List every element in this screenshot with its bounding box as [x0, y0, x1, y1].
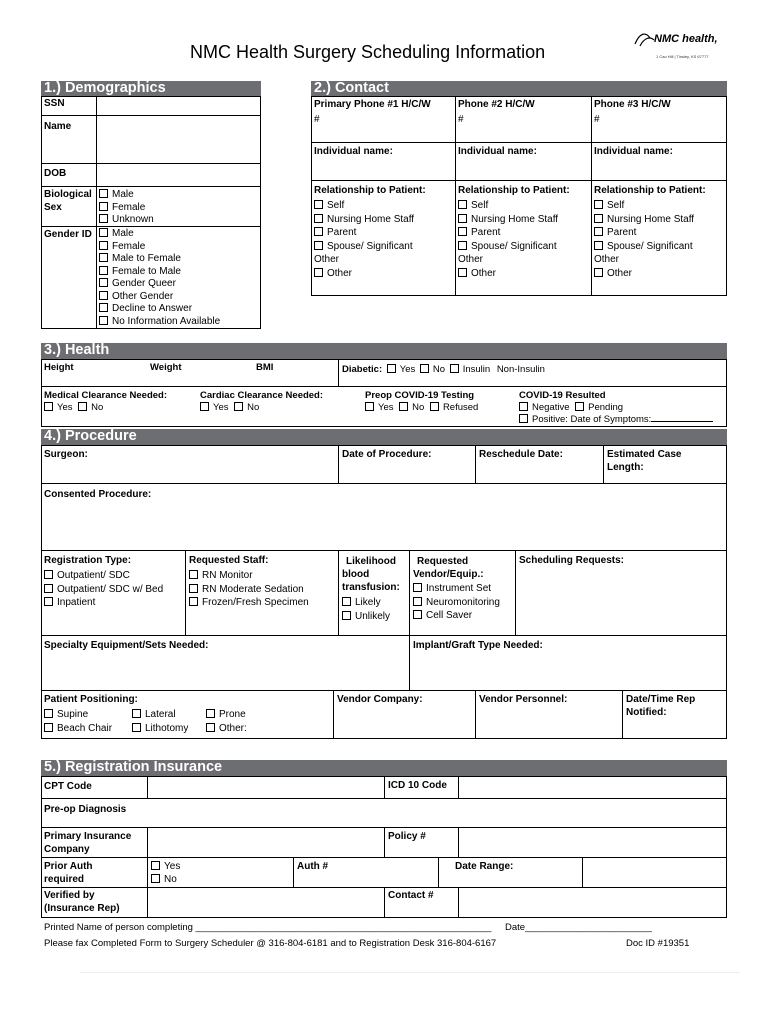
sex-option-female[interactable]: Female — [99, 202, 154, 215]
sex-option-unknown[interactable]: Unknown — [99, 214, 154, 227]
phone2-label: Phone #2 H/C/W — [458, 99, 535, 110]
specialty-label: Specialty Equipment/Sets Needed: — [44, 640, 209, 651]
logo-address: 1 Cao Hill | Tinsley, KS 67777 — [656, 54, 709, 59]
rel-other-text: Other — [314, 254, 340, 266]
rel-option-other[interactable]: Other — [314, 267, 414, 281]
cpt-label: CPT Code — [44, 781, 92, 792]
cardiac-clearance-options: Yes No — [200, 402, 259, 415]
rel-option-nursing[interactable]: Nursing Home Staff — [314, 213, 414, 227]
likelihood-label: Likelihood blood transfusion: — [342, 556, 400, 593]
page-title: NMC Health Surgery Scheduling Information — [190, 42, 546, 62]
gender-option[interactable]: Female — [99, 241, 220, 254]
medical-clearance-label: Medical Clearance Needed: — [44, 390, 168, 401]
indiv2-label: Individual name: — [458, 146, 537, 157]
demographics-header: 1.) Demographics — [41, 81, 261, 97]
rel2-options: Self Nursing Home Staff Parent Spouse/ Significant Other Other — [458, 200, 559, 279]
dob-field[interactable] — [97, 164, 260, 185]
surgeon-label: Surgeon: — [44, 449, 88, 460]
dob-label: DOB — [44, 168, 67, 179]
indiv1-label: Individual name: — [314, 146, 393, 157]
consented-label: Consented Procedure: — [44, 489, 152, 500]
phone3-label: Phone #3 H/C/W — [594, 99, 671, 110]
scheduling-label: Scheduling Requests: — [519, 555, 625, 566]
rel1-options — [314, 199, 414, 281]
bmi-label: BMI — [256, 362, 274, 373]
covid-test-label: Preop COVID-19 Testing — [365, 390, 475, 401]
doc-id: Doc ID #19351 — [626, 938, 690, 949]
health-header: 3.) Health — [41, 343, 727, 359]
weight-label: Weight — [150, 362, 182, 373]
sex-label: Biological Sex — [44, 189, 92, 213]
prior-auth-label: Prior Auth required — [44, 861, 93, 885]
covid-positive-option[interactable]: Positive: Date of Symptoms: — [519, 414, 713, 427]
name-field[interactable] — [97, 116, 260, 162]
ssn-label: SSN — [44, 98, 65, 109]
covid-test-options: Yes No Refused — [365, 402, 478, 415]
logo-text: NMC health, — [654, 33, 718, 45]
checkbox[interactable] — [387, 364, 396, 373]
rep-notified-label: Date/Time Rep Notified: — [626, 694, 696, 718]
gender-option[interactable]: Female to Male — [99, 266, 220, 279]
date-of-procedure-label: Date of Procedure: — [342, 449, 432, 460]
rel-option-self[interactable]: Self — [314, 199, 414, 213]
contact-label: Contact # — [388, 890, 434, 901]
vendor-equip-label: Requested Vendor/Equip.: — [413, 556, 484, 580]
name-label: Name — [44, 121, 72, 132]
staff-options: RN Monitor RN Moderate Sedation Frozen/Fresh Specimen — [189, 569, 309, 610]
gender-option[interactable]: No Information Available — [99, 316, 220, 329]
checkbox[interactable] — [99, 189, 108, 198]
height-label: Height — [44, 362, 74, 373]
primary-insurance-label: Primary Insurance Company — [44, 831, 132, 855]
implant-label: Implant/Graft Type Needed: — [413, 640, 543, 651]
phone1-field[interactable]: # — [314, 114, 320, 125]
policy-label: Policy # — [388, 831, 426, 842]
phone3-field[interactable]: # — [594, 114, 600, 125]
nmc-logo — [632, 30, 732, 64]
date-range-label: Date Range: — [455, 861, 514, 872]
checkbox[interactable] — [99, 202, 108, 211]
likelihood-options: Likely Unlikely — [342, 596, 390, 623]
gender-option[interactable]: Gender Queer — [99, 278, 220, 291]
fax-instructions: Please fax Completed Form to Surgery Scheduler @ 316-804-6181 and to Registration Desk 316-804-6167 — [44, 938, 497, 949]
gender-label: Gender ID — [44, 229, 92, 240]
medical-clearance-options: Yes No — [44, 402, 103, 415]
ssn-field[interactable] — [97, 97, 260, 114]
icd-label: ICD 10 Code — [388, 780, 447, 791]
gender-option[interactable]: Decline to Answer — [99, 303, 220, 316]
rel3-label: Relationship to Patient: — [594, 185, 706, 196]
sex-option-male[interactable]: Male — [99, 189, 154, 202]
vendor-company-label: Vendor Company: — [337, 694, 423, 705]
rel3-options: Self Nursing Home Staff Parent Spouse/ Significant Other Other — [594, 200, 695, 279]
preop-label: Pre-op Diagnosis — [44, 804, 127, 815]
reg-type-options: Outpatient/ SDC Outpatient/ SDC w/ Bed Inpatient — [44, 569, 163, 610]
cardiac-clearance-label: Cardiac Clearance Needed: — [200, 390, 324, 401]
reschedule-label: Reschedule Date: — [479, 449, 563, 460]
positioning-options: Supine Lateral Prone Beach Chair Lithotomy Other: — [44, 708, 247, 735]
nmc-logo-icon — [632, 30, 656, 50]
rel-option-spouse[interactable]: Spouse/ Significant — [314, 240, 414, 254]
rel1-label: Relationship to Patient: — [314, 185, 426, 196]
est-case-label: Estimated Case — [607, 449, 682, 460]
prior-auth-options: Yes No — [151, 861, 180, 886]
rel2-label: Relationship to Patient: — [458, 185, 570, 196]
indiv3-label: Individual name: — [594, 146, 673, 157]
verified-label: Verified by (Insurance Rep) — [44, 890, 120, 914]
diabetic-group: Diabetic: Yes No Insulin Non-Insulin — [342, 364, 545, 375]
est-case-length-label: Length: — [607, 462, 644, 473]
rel-option-parent[interactable]: Parent — [314, 226, 414, 240]
positioning-label: Patient Positioning: — [44, 694, 138, 705]
gender-option[interactable]: Other Gender — [99, 291, 220, 304]
staff-label: Requested Staff: — [189, 555, 269, 566]
reg-type-label: Registration Type: — [44, 555, 132, 566]
covid-result-label: COVID-19 Resulted — [519, 390, 606, 401]
procedure-header: 4.) Procedure — [41, 429, 727, 445]
phone1-label: Primary Phone #1 H/C/W — [314, 99, 431, 110]
printed-name-line[interactable]: Printed Name of person completing ________________________________________________________ — [44, 922, 492, 933]
contact-header: 2.) Contact — [311, 81, 727, 97]
gender-option[interactable]: Male to Female — [99, 253, 220, 266]
gender-option[interactable]: Male — [99, 228, 220, 241]
date-line[interactable]: Date________________________ — [505, 922, 652, 933]
insurance-header: 5.) Registration Insurance — [41, 760, 727, 776]
sex-options — [99, 189, 154, 227]
gender-options — [99, 228, 220, 328]
covid-result-options: Negative Pending — [519, 402, 623, 415]
checkbox[interactable] — [99, 214, 108, 223]
phone2-field[interactable]: # — [458, 114, 464, 125]
vendor-personnel-label: Vendor Personnel: — [479, 694, 568, 705]
auth-label: Auth # — [297, 861, 329, 872]
vendor-equip-options: Instrument Set Neuromonitoring Cell Saver — [413, 582, 500, 623]
